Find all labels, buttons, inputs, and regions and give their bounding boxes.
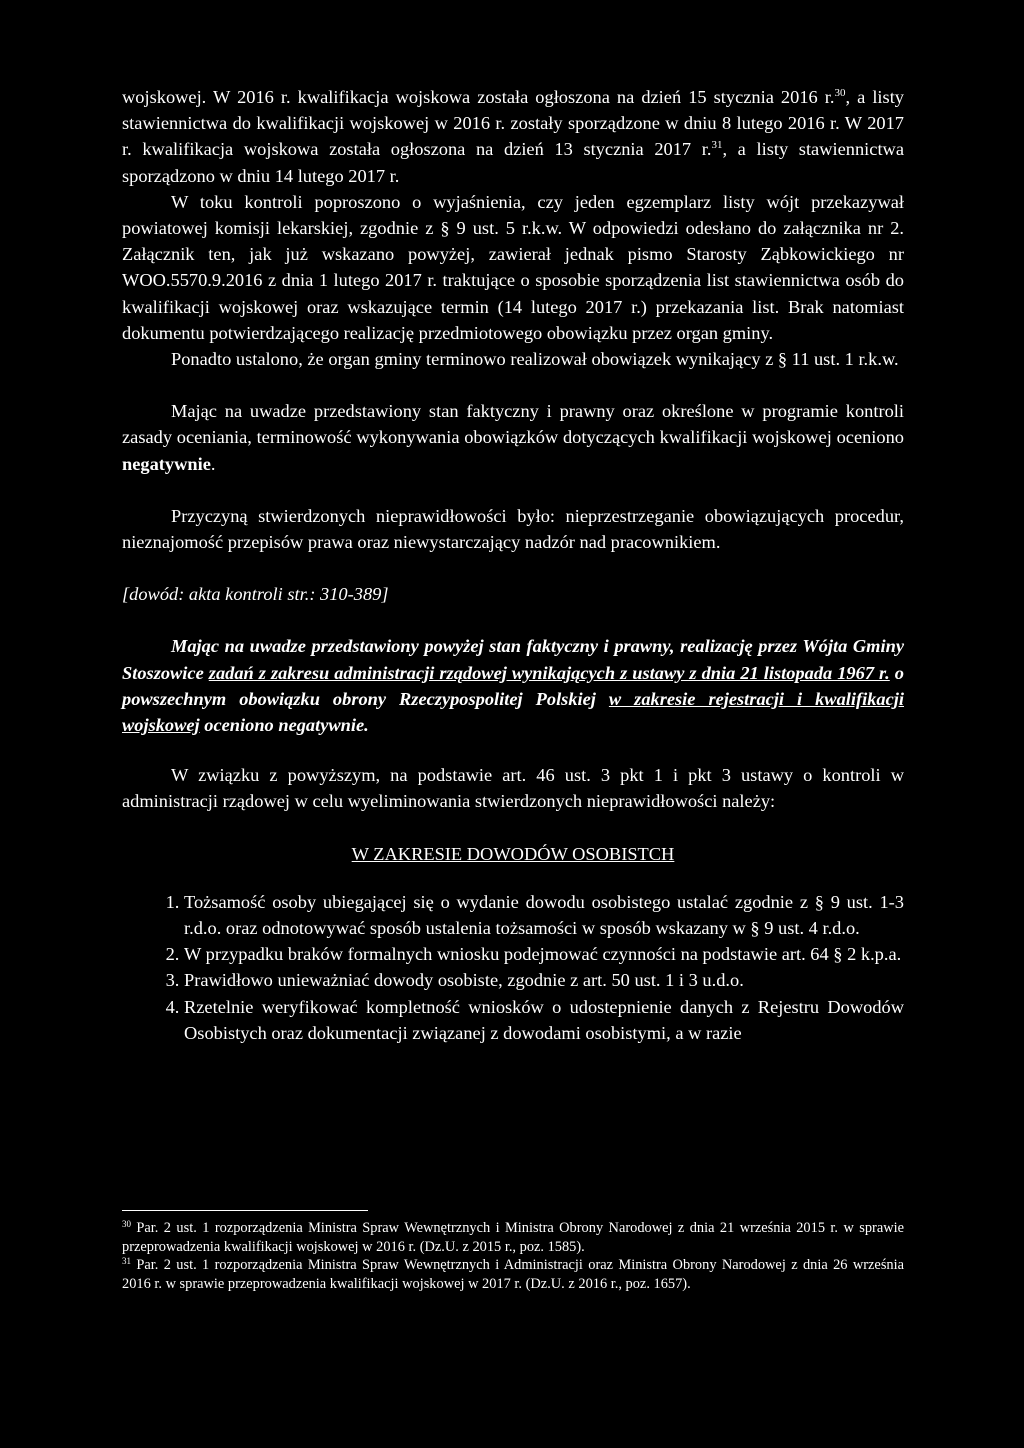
paragraph-causes: Przyczyną stwierdzonych nieprawidłowości było: nieprzestrzeganie obowiązujących procedur, nieznajomość przepisów prawa oraz niewystarczający nadzór nad pracownikiem. — [122, 505, 904, 553]
paragraph-assessment: Mając na uwadze przedstawiony stan faktyczny i prawny oraz określone w programie kontroli zasady oceniania, terminowość wykonywania obowiązków dotyczących kwalifikacji wojskowej oceniono negatywnie. — [122, 401, 904, 474]
recommendations-list — [122, 889, 904, 1046]
recommendation-item: 1. Tożsamość osoby ubiegającej się o wydanie dowodu osobistego ustalać zgodnie z § 9 ust. 1-3 r.d.o. oraz odnotowywać sposób ustalenia tożsamości w sposób wskazany w § 9 ust. 4 r.d.o. — [184, 889, 904, 941]
footnote-ref-31[interactable]: 31 — [711, 139, 723, 152]
footnotes — [122, 1210, 904, 1293]
paragraph-legal-basis: W związku z powyższym, na podstawie art. 46 ust. 3 pkt 1 i pkt 3 ustawy o kontroli w administracji rządowej w celu wyeliminowania stwierdzonych nieprawidłowości należy: — [122, 765, 904, 812]
recommendation-item: 4. Rzetelnie weryfikować kompletność wniosków o udostepnienie danych z Rejestru Dowodów Osobistych oraz dokumentacji związanej z dowodami osobistymi, a w razie — [184, 994, 904, 1046]
section-heading-id-cards: W ZAKRESIE DOWODÓW OSOBISTCH — [351, 843, 675, 864]
footnote-31: $^{31}$ Par. 2 ust. 1 rozporządzenia Ministra Spraw Wewnętrznych i Administracji oraz Ministra Obrony Narodowej z dnia 26 września 2016 r. w sprawie przeprowadzenia kwalifikacji wojskowej w 2017 r. (Dz.U. z 2016 r., poz. 1657). — [122, 1256, 904, 1292]
footnote-separator — [122, 1210, 368, 1211]
summary-assessment: Mając na uwadze przedstawiony powyżej stan faktyczny i prawny, realizację przez Wójta Gminy Stoszowice zadań z zakresu administracji rządowej wynikających z ustawy z dnia 21 listopada 1967 r. o powszechnym obowiązku obrony Rzeczypospolitej Polskiej w zakresie rejestracji i kwalifikacji wojskowej oceniono negatywnie. — [122, 636, 905, 736]
evidence-reference: [dowód: akta kontroli str.: 310-389] — [122, 584, 389, 605]
paragraph-timeliness: Ponadto ustalono, że organ gminy terminowo realizował obowiązek wynikający z § 11 ust. 1 r.k.w. — [171, 349, 899, 370]
assessment-result: negatywnie — [122, 453, 211, 474]
footnote-30: $^{30}$ Par. 2 ust. 1 rozporządzenia Ministra Spraw Wewnętrznych i Ministra Obrony Narodowej z dnia 21 września 2015 r. w sprawie przeprowadzenia kwalifikacji wojskowej w 2016 r. (Dz.U. z 2015 r., poz. 1585). — [122, 1219, 904, 1255]
footnote-ref-30[interactable]: 30 — [834, 87, 846, 99]
paragraph-military-qualification — [122, 84, 904, 189]
p1-text-c: , a listy stawiennictwa sporządzono w dniu 14 lutego 2017 r. — [122, 139, 904, 186]
p1-text-b: , a listy stawiennictwa do kwalifikacji wojskowej w 2016 r. zostały sporządzone w dniu 8 lutego 2016 r. W 2017 r. kwalifikacja wojskowa została ogłoszona na dzień 13 stycznia 2017 r. — [122, 87, 905, 160]
recommendation-item: 3. Prawidłowo unieważniać dowody osobiste, zgodnie z art. 50 ust. 1 i 3 u.d.o. — [184, 967, 904, 993]
recommendation-item: 2. W przypadku braków formalnych wniosku podejmować czynności na podstawie art. 64 § 2 k.p.a. — [184, 941, 904, 967]
body-text — [122, 84, 904, 1046]
paragraph-explanations: W toku kontroli poproszono o wyjaśnienia, czy jeden egzemplarz listy wójt przekazywał powiatowej komisji lekarskiej, zgodnie z § 9 ust. 5 r.k.w. W odpowiedzi odesłano do załącznika nr 2. Załącznik ten, jak już wskazano powyżej, zawierał jednak pismo Starosty Ząbkowickiego nr WOO.5570.9.2016 z dnia 1 lutego 2017 r. traktujące o sposobie sporządzenia list stawiennictwa osób do kwalifikacji wojskowej oraz wskazujące termin (14 lutego 2017 r.) przekazania list. Brak natomiast dokumentu potwierdzającego realizację przedmiotowego obowiązku przez organ gminy. — [122, 191, 904, 343]
p1-text-a: wojskowej. W 2016 r. kwalifikacja wojskowa została ogłoszona na dzień 15 stycznia 2016 r. — [122, 87, 835, 107]
